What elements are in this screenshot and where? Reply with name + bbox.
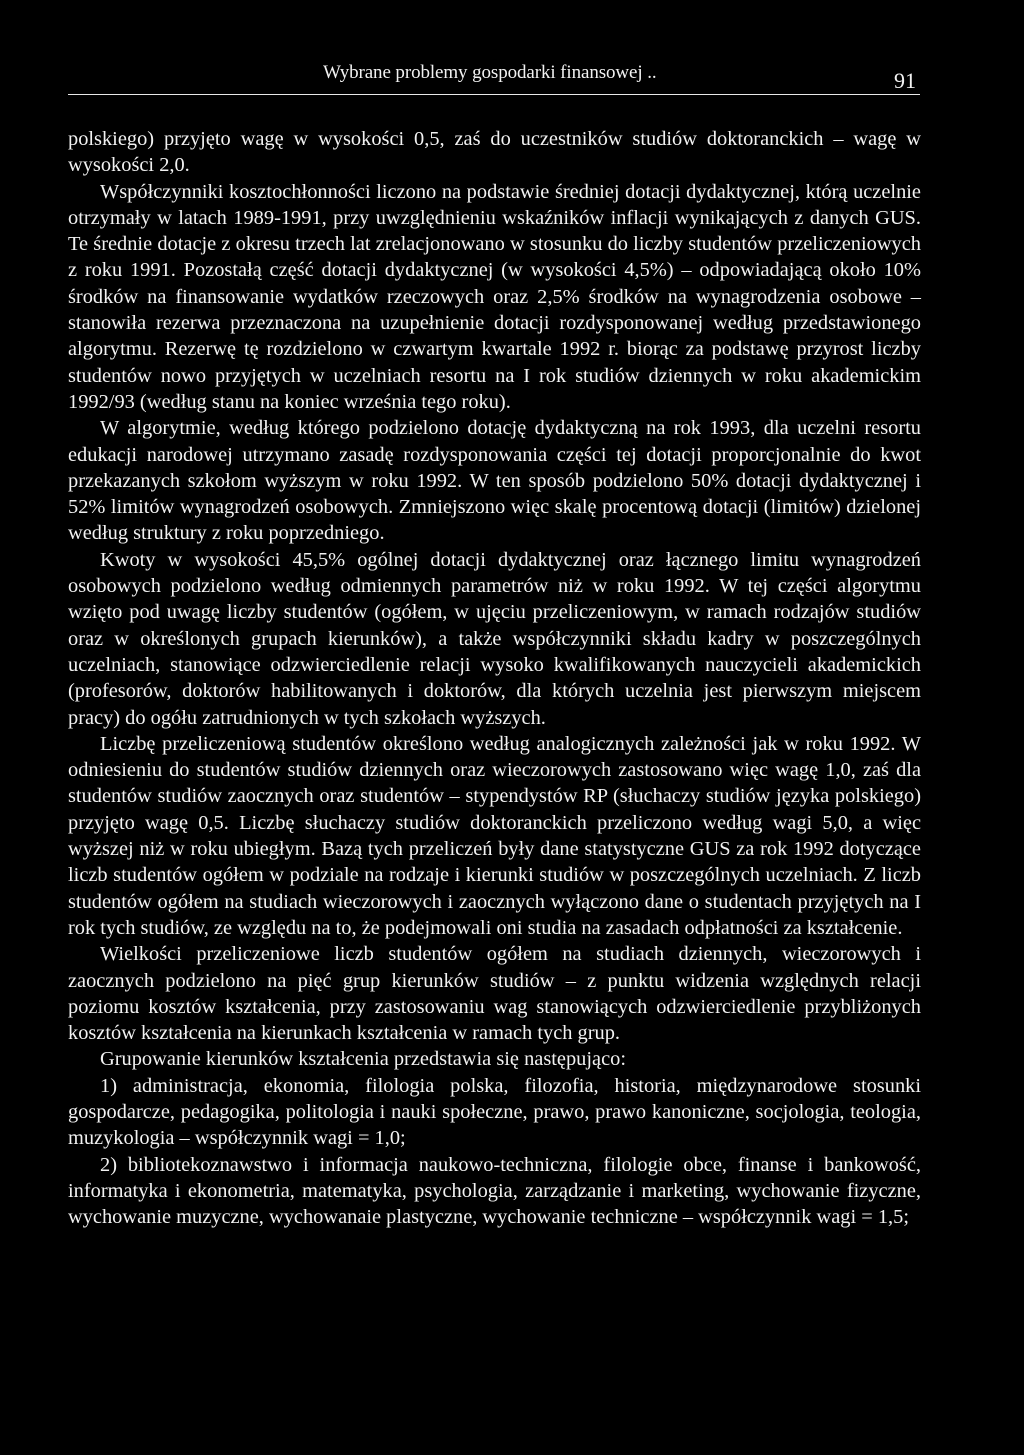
header-rule (68, 94, 920, 95)
paragraph-allocation-parameters: Kwoty w wysokości 45,5% ogólnej dotacji dydaktycznej oraz łącznego limitu wynagrodzeń osobowych podzielono według odmiennych parametrów niż w roku 1992. W tej części algorytmu wzięto pod uwagę liczby studentów (ogółem, w ujęciu przeliczeniowym, w ramach rodzajów studiów oraz w określonych grupach kierunków), a także współczynniki składu kadry w poszczególnych uczelniach, stanowiące odzwierciedlenie relacji wysoko kwalifikowanych nauczycieli akademickich (profesorów, doktorów habilitowanych i doktorów, dla których uczelnia jest pierwszym miejscem pracy) do ogółu zatrudnionych w tych szkołach wyższych. (68, 548, 921, 729)
body-text (68, 126, 921, 1230)
paragraph-algorithm-1993: W algorytmie, według którego podzielono dotację dydaktyczną na rok 1993, dla uczelni resortu edukacji narodowej utrzymano zasadę rozdysponowania części tej dotacji proporcjonalnie do kwot przekazanych szkołom wyższym w roku 1992. W ten sposób podzielono 50% dotacji dydaktycznej i 52% limitów wynagrodzeń osobowych. Zmniejszono więc skalę procentową dotacji (limitów) dzielonej według struktury z roku poprzedniego. (68, 417, 921, 545)
page-number: 91 (894, 68, 916, 93)
list-item-group-2: 2) bibliotekoznawstwo i informacja naukowo-techniczna, filologie obce, finanse i bankowość, informatyka i ekonometria, matematyka, psychologia, zarządzanie i marketing, wychowanie fizyczne, wychowanie muzyczne, wychowanaie plastyczne, wychowanie techniczne – współczynnik wagi = 1,5; (68, 1153, 921, 1229)
paragraph-cost-coefficients: Współczynniki kosztochłonności liczono na podstawie średniej dotacji dydaktycznej, którą uczelnie otrzymały w latach 1989-1991, przy uwzględnieniu wskaźników inflacji wynikających z danych GUS. Te średnie dotacje z okresu trzech lat zrelacjonowano w stosunku do liczby studentów przeliczeniowych z roku 1991. Pozostałą część dotacji dydaktycznej (w wysokości 4,5%) – odpowiadającą około 10% środków na finansowanie wydatków rzeczowych oraz 2,5% środków na wynagrodzenia osobowe – stanowiła rezerwa przeznaczona na uzupełnienie dotacji rozdysponowanej według przedstawionego algorytmu. Rezerwę tę rozdzielono w czwartym kwartale 1992 r. biorąc za podstawę przyrost liczby studentów nowo przyjętych w uczelniach resortu na I rok studiów dziennych w roku akademickim 1992/93 (według stanu na koniec września tego roku). (68, 180, 921, 413)
paragraph-grouping-intro: Grupowanie kierunków kształcenia przedstawia się następująco: (100, 1048, 626, 1071)
paragraph-field-groups: Wielkości przeliczeniowe liczb studentów ogółem na studiach dziennych, wieczorowych i zaocznych podzielono na pięć grup kierunków studiów – z punktu widzenia względnych relacji poziomu kosztów kształcenia, przy zastosowaniu wag stanowiących odzwierciedlenie przybliżonych kosztów kształcenia na kierunkach kształcenia w ramach tych grup. (68, 943, 921, 1045)
paragraph-student-weights: Liczbę przeliczeniową studentów określono według analogicznych zależności jak w roku 1992. W odniesieniu do studentów studiów dziennych oraz wieczorowych zastosowano więc wagę 1,0, zaś dla studentów studiów zaocznych oraz studentów – stypendystów RP (słuchaczy studiów języka polskiego) przyjęto wagę 0,5. Liczbę słuchaczy studiów doktoranckich przeliczono według wagi 5,0, a więc wyższej niż w roku ubiegłym. Bazą tych przeliczeń były dane statystyczne GUS za rok 1992 dotyczące liczb studentów ogółem w podziale na rodzaje i kierunki studiów w poszczególnych uczelniach. Z liczb studentów ogółem na studiach wieczorowych i zaocznych wyłączono dane o studentach przyjętych na I rok tych studiów, ze względu na to, że podejmowali oni studia na zasadach odpłatności za kształcenie. (68, 732, 921, 939)
running-header (68, 56, 920, 96)
paragraph-continuation: polskiego) przyjęto wagę w wysokości 0,5, zaś do uczestników studiów doktoranckich – wagę w wysokości 2,0. (68, 128, 921, 177)
list-item-group-1: 1) administracja, ekonomia, filologia polska, filozofia, historia, międzynarodowe stosunki gospodarcze, pedagogika, politologia i nauki społeczne, prawo, prawo kanoniczne, socjologia, teologia, muzykologia – współczynnik wagi = 1,0; (68, 1074, 921, 1150)
running-title: Wybrane problemy gospodarki finansowej .. (323, 62, 657, 83)
